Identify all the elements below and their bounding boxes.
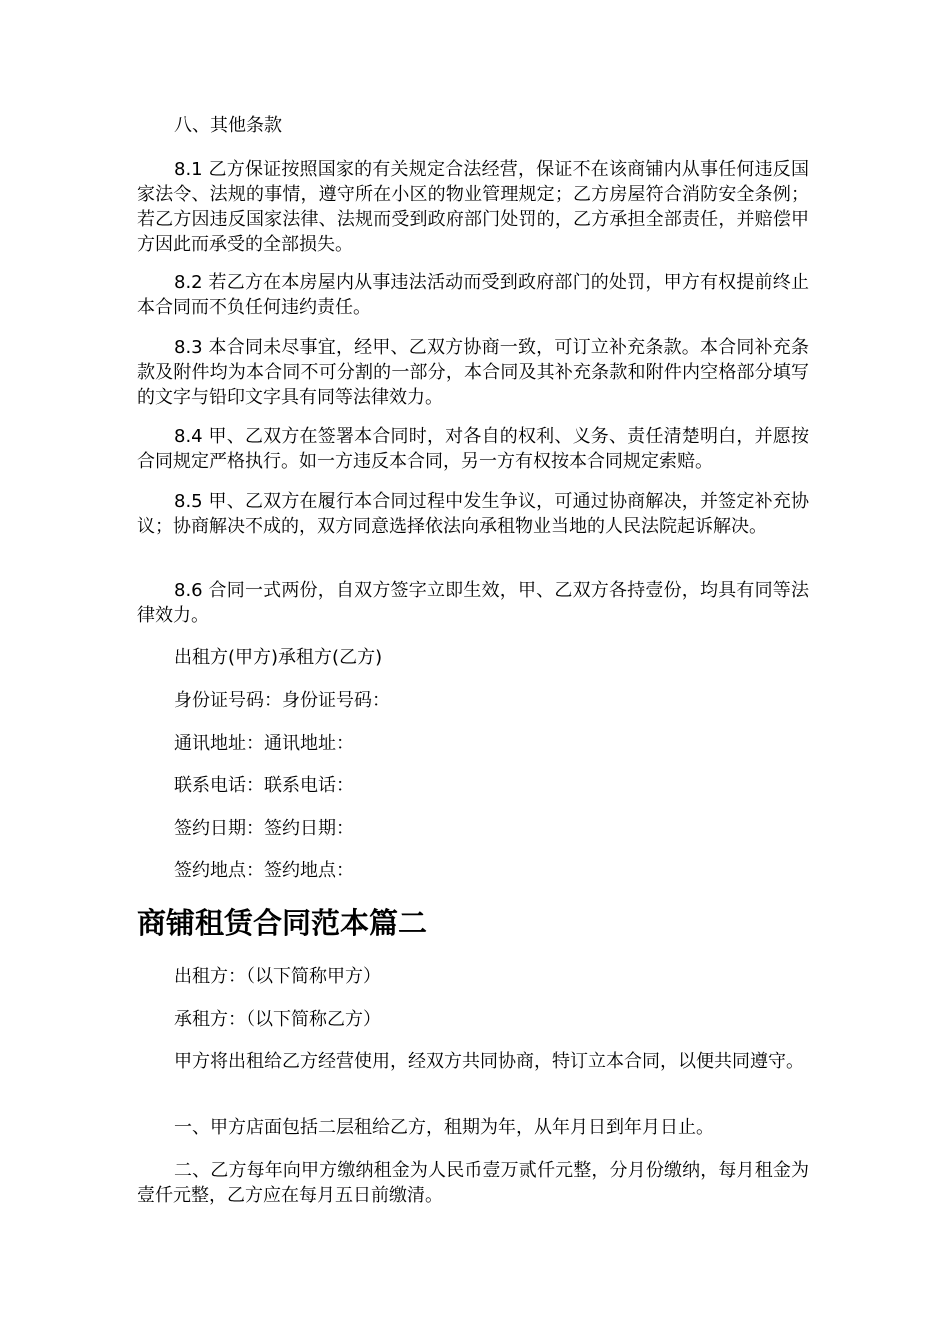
- signature-id-number: 身份证号码：身份证号码：: [174, 690, 390, 711]
- signature-phone: 联系电话：联系电话：: [174, 775, 354, 796]
- clause-8-4: 8.4 甲、乙双方在签署本合同时，对各自的权利、义务、责任清楚明白，并愿按合同规定严格执行。如一方违反本合同，另一方有权按本合同规定索赔。: [137, 426, 809, 472]
- part2-clause-1: 一、甲方店面包括二层租给乙方，租期为年，从年月日到年月日止。: [174, 1117, 714, 1138]
- signature-place: 签约地点：签约地点：: [174, 860, 354, 881]
- part2-clause-2: 二、乙方每年向甲方缴纳租金为人民币壹万贰仟元整，分月份缴纳，每月租金为壹仟元整，乙方应在每月五日前缴清。: [137, 1160, 809, 1206]
- part2-lessee: 承租方：（以下简称乙方）: [174, 1009, 381, 1030]
- signature-date: 签约日期：签约日期：: [174, 818, 354, 839]
- clause-8-5: 8.5 甲、乙双方在履行本合同过程中发生争议，可通过协商解决，并签定补充协议；协商解决不成的，双方同意选择依法向承租物业当地的人民法院起诉解决。: [137, 491, 809, 537]
- section-heading: 八、其他条款: [174, 115, 282, 136]
- signature-parties: 出租方(甲方)承租方(乙方): [174, 647, 383, 668]
- clause-8-1: 8.1 乙方保证按照国家的有关规定合法经营，保证不在该商铺内从事任何违反国家法令、法规的事情，遵守所在小区的物业管理规定；乙方房屋符合消防安全条例；若乙方因违反国家法律、法规而受到政府部门处罚的，乙方承担全部责任，并赔偿甲方因此而承受的全部损失。: [137, 159, 809, 255]
- signature-address: 通讯地址：通讯地址：: [174, 733, 354, 754]
- clause-8-2: 8.2 若乙方在本房屋内从事违法活动而受到政府部门的处罚，甲方有权提前终止本合同而不负任何违约责任。: [137, 272, 809, 318]
- clause-8-6: 8.6 合同一式两份，自双方签字立即生效，甲、乙双方各持壹份，均具有同等法律效力。: [137, 580, 809, 626]
- clause-8-3: 8.3 本合同未尽事宜，经甲、乙双方协商一致，可订立补充条款。本合同补充条款及附件均为本合同不可分割的一部分，本合同及其补充条款和附件内空格部分填写的文字与铅印文字具有同等法律效力。: [137, 337, 809, 408]
- part2-title: 商铺租赁合同范本篇二: [137, 906, 428, 940]
- part2-intro: 甲方将出租给乙方经营使用，经双方共同协商，特订立本合同，以便共同遵守。: [174, 1051, 804, 1072]
- part2-lessor: 出租方：（以下简称甲方）: [174, 966, 381, 987]
